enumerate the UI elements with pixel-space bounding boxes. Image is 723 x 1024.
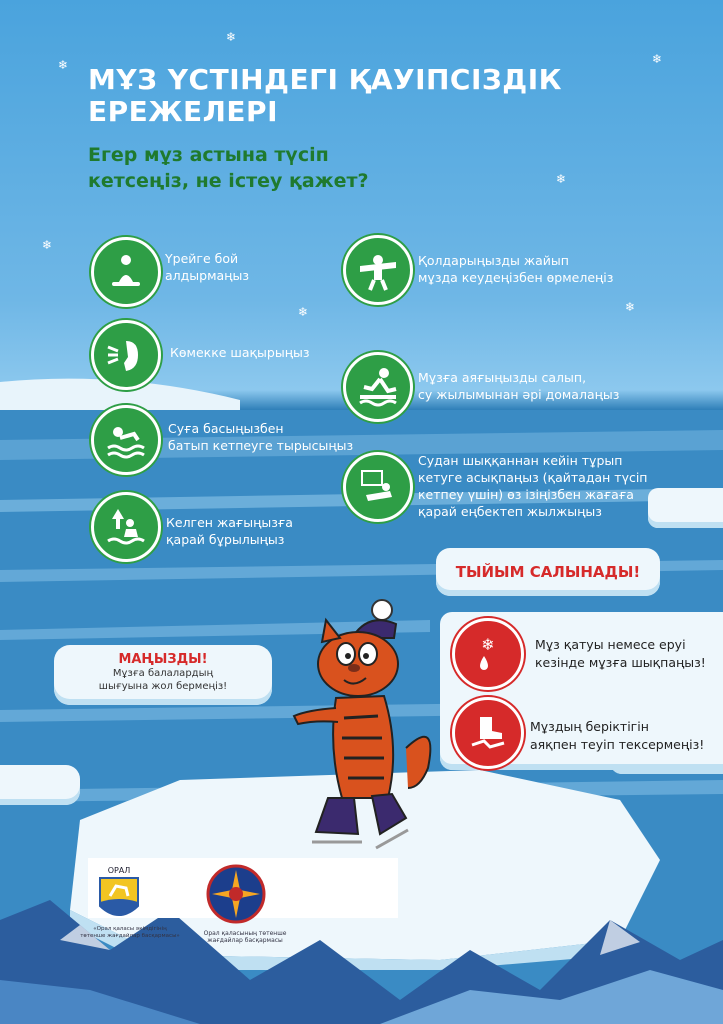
snowflake-icon: ❄ — [42, 238, 53, 252]
turn-back-icon — [91, 492, 161, 562]
rule-line: Суға басыңызбен — [168, 421, 284, 436]
crawl-out-icon — [343, 352, 413, 422]
snowflake-icon: ❄ — [556, 172, 567, 186]
title-line: МҰЗ ҮСТІНДЕГІ ҚАУІПСІЗДІК — [88, 63, 563, 96]
important-heading: МАҢЫЗДЫ! — [118, 652, 208, 667]
prohibited-heading: ТЫЙЫМ САЛЫНАДЫ! — [455, 563, 641, 581]
important-line: Мұзға балалардың — [112, 668, 214, 679]
rule-line: су жылымынан әрі домалаңыз — [418, 387, 620, 402]
rule-line: қарай бұрылыңыз — [166, 532, 285, 547]
rule-text — [418, 369, 619, 403]
crawl-ashore-icon — [343, 452, 413, 522]
rule-text — [168, 420, 353, 454]
title-line: ЕРЕЖЕЛЕРІ — [88, 95, 278, 128]
rule-line: Қолдарыңызды жайып — [418, 253, 569, 268]
rule-text — [166, 514, 293, 548]
subtitle-line: Егер мұз астына түсіп — [88, 144, 329, 166]
snowflake-icon: ❄ — [652, 52, 663, 66]
rule-line: Келген жағыңызға — [166, 515, 293, 530]
city-name: ОРАЛ — [107, 866, 131, 875]
rule-line: Көмекке шақырыңыз — [170, 345, 310, 360]
prohibited-line: Мұз қатуы немесе еруі — [535, 637, 686, 652]
dept-caption — [190, 930, 300, 944]
rule-line: кетпеу үшін) өз ізіңізбен жағаға — [418, 487, 634, 502]
rule-line: Судан шыққаннан кейін тұрып — [418, 453, 623, 468]
page-title — [88, 64, 648, 128]
swimmer-icon — [91, 405, 161, 475]
dept-caption-line: жағдайлар басқармасы — [207, 937, 283, 944]
spread-arms-icon — [343, 235, 413, 305]
rule-text — [170, 344, 310, 361]
rule-line: мұзда кеудеңізбен өрмелеңіз — [418, 270, 614, 285]
rule-line: алдырмаңыз — [165, 268, 249, 283]
prohibited-text — [530, 718, 704, 754]
calm-person-icon — [91, 237, 161, 307]
snowflake-icon: ❄ — [298, 305, 309, 319]
rule-text — [418, 452, 647, 520]
important-line: шығуына жол бермеңіз! — [98, 681, 228, 692]
snowflake-icon: ❄ — [226, 30, 237, 44]
rule-line: Мұзға аяғыңызды салып, — [418, 370, 587, 385]
stomp-ice-icon — [452, 697, 524, 769]
subtitle — [88, 142, 418, 194]
prohibited-line: кезінде мұзға шықпаңыз! — [535, 655, 706, 670]
snowflake-icon: ❄ — [58, 58, 69, 72]
city-caption: «Орал қаласы әкімдігінің төтенше жағдайлар басқармасы» — [80, 926, 180, 939]
ice-floe — [648, 488, 723, 528]
city-emblem-icon — [98, 876, 140, 924]
rule-line: кетуге асықпаңыз (қайтадан түсіп — [418, 470, 648, 485]
rule-line: батып кетпеуге тырысыңыз — [168, 438, 354, 453]
subtitle-line: кетсеңіз, не істеу қажет? — [88, 170, 369, 192]
snowflake-icon: ❄ — [625, 300, 636, 314]
rule-line: Үрейге бой — [165, 251, 239, 266]
prohibited-banner — [436, 548, 660, 596]
prohibited-line: аяқпен теуіп тексермеңіз! — [530, 737, 705, 752]
rule-text — [165, 250, 249, 284]
rule-line: қарай еңбектеп жылжыңыз — [418, 504, 602, 519]
rule-text — [418, 252, 613, 286]
shouting-person-icon — [91, 320, 161, 390]
cat-mascot — [288, 598, 448, 856]
svg-text:❄: ❄ — [481, 635, 495, 654]
dept-caption-line: Орал қаласының төтенше — [203, 930, 287, 937]
prohibited-line: Мұздың беріктігін — [530, 719, 649, 734]
prohibited-text — [535, 636, 706, 672]
thaw-freeze-icon — [452, 618, 524, 690]
emergency-emblem-icon — [206, 864, 266, 924]
important-block — [54, 652, 272, 693]
